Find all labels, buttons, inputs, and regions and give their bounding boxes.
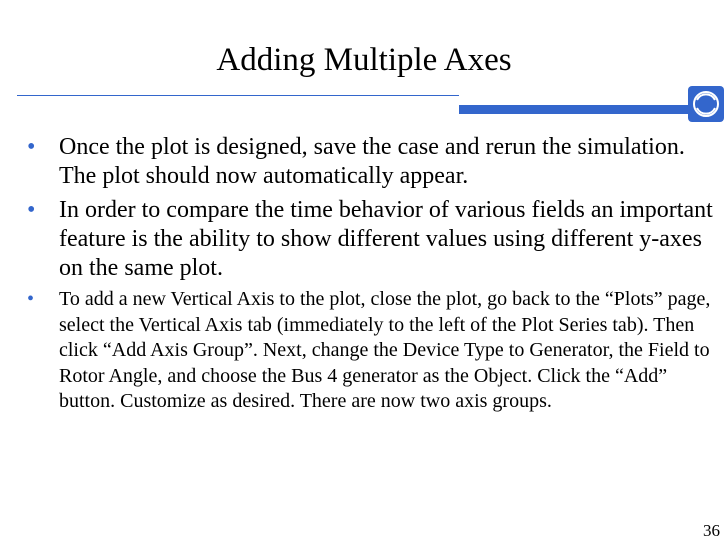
bullet-marker: •: [27, 197, 36, 223]
title-underline: [17, 93, 693, 117]
slide-title: Adding Multiple Axes: [216, 42, 512, 78]
circular-logo-icon: [688, 86, 724, 122]
bullet-item: [0, 133, 728, 191]
bullet-marker: •: [27, 134, 36, 160]
title-underline-graphic: [17, 93, 693, 117]
bullet-marker: •: [27, 288, 35, 310]
bullet-text: In order to compare the time behavior of various fields an important feature is the ability to show different values using different y-axes on the same plot.: [59, 197, 713, 281]
bullet-item: [0, 196, 728, 283]
bullet-text: To add a new Vertical Axis to the plot, close the plot, go back to the “Plots” page, select the Vertical Axis tab (immediately to the left of the Plot Series tab). Then click “Add Axis Group”. Next, change the Device Type to Generator, the Field to Rotor Angle, and choose the Bus 4 generator as the Object. Click the “Add” button. Customize as desired. There are now two axis groups.: [59, 288, 711, 412]
bullet-item: [0, 287, 728, 415]
bullet-text: Once the plot is designed, save the case and rerun the simulation. The plot should now automatically appear.: [59, 134, 685, 189]
page-number: 36: [703, 521, 720, 540]
bullet-list: [0, 133, 728, 415]
